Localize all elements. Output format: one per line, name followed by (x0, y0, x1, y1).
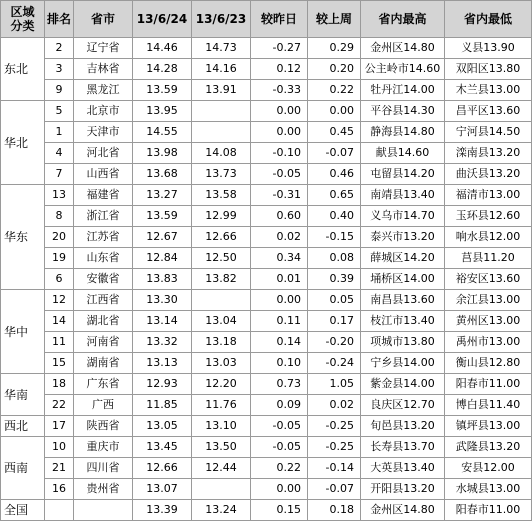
cell-province: 四川省 (74, 458, 133, 479)
cell-price-yesterday: 13.03 (192, 353, 251, 374)
cell-province: 江苏省 (74, 227, 133, 248)
cell-province-low: 昌平区13.60 (445, 101, 532, 122)
cell-change-day: -0.05 (251, 416, 308, 437)
cell-change-week: 0.22 (308, 80, 361, 101)
cell-rank: 22 (45, 395, 74, 416)
cell-price-yesterday (192, 101, 251, 122)
header-change-week: 较上周 (308, 1, 361, 38)
cell-price-today: 12.67 (133, 227, 192, 248)
cell-province-low: 武隆县13.20 (445, 437, 532, 458)
cell-province-high: 项城市13.80 (361, 332, 445, 353)
cell-province-low: 镇坪县13.00 (445, 416, 532, 437)
cell-price-today: 14.55 (133, 122, 192, 143)
cell-province-low: 滦南县13.20 (445, 143, 532, 164)
cell-price-yesterday: 13.50 (192, 437, 251, 458)
cell-change-week: 0.29 (308, 38, 361, 59)
table-row (1, 374, 532, 395)
cell-price-today: 13.95 (133, 101, 192, 122)
cell-province-high: 献县14.60 (361, 143, 445, 164)
cell-change-day: -0.05 (251, 437, 308, 458)
cell-province-high: 旬邑县13.20 (361, 416, 445, 437)
cell-change-week: 0.65 (308, 185, 361, 206)
cell-province-low: 博白县11.40 (445, 395, 532, 416)
cell-province: 江西省 (74, 290, 133, 311)
cell-province: 福建省 (74, 185, 133, 206)
cell-province: 重庆市 (74, 437, 133, 458)
cell-change-week: 0.46 (308, 164, 361, 185)
total-cell-province-low: 阳春市11.00 (445, 500, 532, 521)
cell-price-today: 13.13 (133, 353, 192, 374)
cell-price-today: 12.93 (133, 374, 192, 395)
cell-price-yesterday: 13.18 (192, 332, 251, 353)
cell-province-high: 宁乡县14.00 (361, 353, 445, 374)
cell-rank: 17 (45, 416, 74, 437)
table-row (1, 227, 532, 248)
cell-change-week: 0.00 (308, 101, 361, 122)
table-row (1, 479, 532, 500)
cell-change-week: -0.15 (308, 227, 361, 248)
cell-change-day: -0.31 (251, 185, 308, 206)
cell-price-yesterday (192, 290, 251, 311)
cell-price-yesterday: 12.50 (192, 248, 251, 269)
table-row (1, 437, 532, 458)
cell-rank: 2 (45, 38, 74, 59)
table-row (1, 38, 532, 59)
cell-price-yesterday: 14.73 (192, 38, 251, 59)
cell-province-high: 南昌县13.60 (361, 290, 445, 311)
cell-province: 山东省 (74, 248, 133, 269)
cell-price-yesterday: 13.04 (192, 311, 251, 332)
cell-price-today: 12.84 (133, 248, 192, 269)
table-row (1, 164, 532, 185)
cell-province-low: 木兰县13.00 (445, 80, 532, 101)
table-row (1, 269, 532, 290)
cell-change-day: 0.11 (251, 311, 308, 332)
table-row (1, 332, 532, 353)
cell-change-week: -0.20 (308, 332, 361, 353)
cell-province: 贵州省 (74, 479, 133, 500)
cell-change-week: 0.40 (308, 206, 361, 227)
table-row (1, 185, 532, 206)
cell-province-high: 枝江市13.40 (361, 311, 445, 332)
cell-change-day: 0.00 (251, 479, 308, 500)
cell-price-today: 12.66 (133, 458, 192, 479)
cell-province: 湖北省 (74, 311, 133, 332)
cell-rank: 12 (45, 290, 74, 311)
cell-change-week: 1.05 (308, 374, 361, 395)
cell-change-week: 0.20 (308, 59, 361, 80)
cell-province: 广东省 (74, 374, 133, 395)
cell-price-yesterday: 12.20 (192, 374, 251, 395)
cell-price-yesterday (192, 479, 251, 500)
cell-change-week: 0.02 (308, 395, 361, 416)
cell-price-yesterday: 13.10 (192, 416, 251, 437)
cell-province-low: 裕安区13.60 (445, 269, 532, 290)
cell-change-day: 0.10 (251, 353, 308, 374)
cell-price-yesterday: 12.99 (192, 206, 251, 227)
cell-change-day: 0.00 (251, 101, 308, 122)
cell-province-high: 义乌市14.70 (361, 206, 445, 227)
cell-change-week: 0.45 (308, 122, 361, 143)
header-province-high: 省内最高 (361, 1, 445, 38)
total-cell-province (74, 500, 133, 521)
header-province-low: 省内最低 (445, 1, 532, 38)
cell-change-week: -0.14 (308, 458, 361, 479)
cell-province-low: 响水县12.00 (445, 227, 532, 248)
cell-province-high: 开阳县13.20 (361, 479, 445, 500)
cell-province-high: 静海县14.80 (361, 122, 445, 143)
cell-rank: 3 (45, 59, 74, 80)
cell-price-yesterday: 13.73 (192, 164, 251, 185)
cell-rank: 21 (45, 458, 74, 479)
cell-province: 吉林省 (74, 59, 133, 80)
cell-price-yesterday: 12.66 (192, 227, 251, 248)
cell-rank: 6 (45, 269, 74, 290)
cell-price-today: 14.28 (133, 59, 192, 80)
total-row (1, 500, 532, 521)
header-change-day: 较昨日 (251, 1, 308, 38)
cell-change-day: 0.34 (251, 248, 308, 269)
cell-province-high: 南靖县13.40 (361, 185, 445, 206)
cell-province-high: 公主岭市14.60 (361, 59, 445, 80)
cell-province-low: 余江县13.00 (445, 290, 532, 311)
cell-rank: 4 (45, 143, 74, 164)
cell-rank: 7 (45, 164, 74, 185)
cell-price-today: 13.59 (133, 80, 192, 101)
cell-change-day: 0.60 (251, 206, 308, 227)
cell-change-day: 0.12 (251, 59, 308, 80)
table-row (1, 80, 532, 101)
cell-province-high: 平谷县14.30 (361, 101, 445, 122)
table-row (1, 248, 532, 269)
cell-province-high: 屯留县14.20 (361, 164, 445, 185)
cell-province-high: 大英县13.40 (361, 458, 445, 479)
cell-rank: 9 (45, 80, 74, 101)
cell-change-week: 0.08 (308, 248, 361, 269)
cell-province-high: 长寿县13.70 (361, 437, 445, 458)
cell-price-yesterday: 14.16 (192, 59, 251, 80)
cell-province: 黑龙江 (74, 80, 133, 101)
cell-province-low: 莒县11.20 (445, 248, 532, 269)
cell-province: 浙江省 (74, 206, 133, 227)
total-cell-price-yesterday: 13.24 (192, 500, 251, 521)
cell-province: 安徽省 (74, 269, 133, 290)
cell-rank: 8 (45, 206, 74, 227)
cell-price-today: 13.30 (133, 290, 192, 311)
region-cell: 西北 (1, 416, 45, 437)
cell-price-today: 13.83 (133, 269, 192, 290)
cell-province: 湖南省 (74, 353, 133, 374)
cell-price-today: 13.45 (133, 437, 192, 458)
cell-rank: 16 (45, 479, 74, 500)
cell-price-today: 11.85 (133, 395, 192, 416)
cell-province-low: 玉环县12.60 (445, 206, 532, 227)
cell-price-yesterday: 13.91 (192, 80, 251, 101)
cell-price-yesterday: 14.08 (192, 143, 251, 164)
cell-province-high: 泰兴市13.20 (361, 227, 445, 248)
cell-change-day: -0.33 (251, 80, 308, 101)
cell-province-high: 金州区14.80 (361, 38, 445, 59)
header-rank: 排名 (45, 1, 74, 38)
cell-province-low: 安县12.00 (445, 458, 532, 479)
cell-price-yesterday (192, 122, 251, 143)
cell-province: 天津市 (74, 122, 133, 143)
cell-change-day: 0.22 (251, 458, 308, 479)
cell-province-low: 曲沃县13.20 (445, 164, 532, 185)
cell-province-high: 牡丹江14.00 (361, 80, 445, 101)
cell-price-today: 14.46 (133, 38, 192, 59)
cell-province-high: 紫金县14.00 (361, 374, 445, 395)
cell-province-low: 衡山县12.80 (445, 353, 532, 374)
cell-price-today: 13.07 (133, 479, 192, 500)
cell-province: 河南省 (74, 332, 133, 353)
cell-change-day: 0.00 (251, 290, 308, 311)
cell-rank: 19 (45, 248, 74, 269)
header-row (1, 1, 532, 38)
table-row (1, 458, 532, 479)
region-cell: 全国 (1, 500, 45, 521)
cell-rank: 18 (45, 374, 74, 395)
cell-province-low: 双阳区13.80 (445, 59, 532, 80)
table-body (1, 38, 532, 521)
cell-change-week: -0.07 (308, 143, 361, 164)
cell-province: 河北省 (74, 143, 133, 164)
cell-price-today: 13.68 (133, 164, 192, 185)
cell-change-day: 0.02 (251, 227, 308, 248)
cell-change-day: 0.01 (251, 269, 308, 290)
cell-province-high: 薛城区14.20 (361, 248, 445, 269)
cell-change-week: 0.17 (308, 311, 361, 332)
cell-province-low: 福清市13.00 (445, 185, 532, 206)
cell-change-day: -0.05 (251, 164, 308, 185)
cell-change-day: 0.09 (251, 395, 308, 416)
header-price-yesterday: 13/6/23 (192, 1, 251, 38)
cell-price-today: 13.98 (133, 143, 192, 164)
header-province: 省市 (74, 1, 133, 38)
header-region: 区域分类 (1, 1, 45, 38)
region-cell: 东北 (1, 38, 45, 101)
cell-province: 北京市 (74, 101, 133, 122)
cell-province-high: 埇桥区14.00 (361, 269, 445, 290)
cell-change-day: 0.73 (251, 374, 308, 395)
cell-rank: 20 (45, 227, 74, 248)
cell-change-week: -0.25 (308, 437, 361, 458)
region-cell: 华中 (1, 290, 45, 374)
cell-rank: 10 (45, 437, 74, 458)
cell-price-yesterday: 13.58 (192, 185, 251, 206)
table-row (1, 122, 532, 143)
cell-province-low: 义县13.90 (445, 38, 532, 59)
cell-change-week: -0.07 (308, 479, 361, 500)
cell-price-yesterday: 12.44 (192, 458, 251, 479)
table-row (1, 59, 532, 80)
table-row (1, 290, 532, 311)
cell-change-week: 0.05 (308, 290, 361, 311)
region-cell: 西南 (1, 437, 45, 500)
cell-price-today: 13.32 (133, 332, 192, 353)
cell-province-low: 水城县13.00 (445, 479, 532, 500)
total-cell-province-high: 金州区14.80 (361, 500, 445, 521)
total-cell-change-day: 0.15 (251, 500, 308, 521)
cell-province-low: 禹州市13.00 (445, 332, 532, 353)
cell-province: 广西 (74, 395, 133, 416)
cell-province-low: 宁河县14.50 (445, 122, 532, 143)
cell-price-yesterday: 11.76 (192, 395, 251, 416)
table-row (1, 101, 532, 122)
cell-rank: 5 (45, 101, 74, 122)
total-cell-change-week: 0.18 (308, 500, 361, 521)
cell-price-today: 13.27 (133, 185, 192, 206)
cell-rank: 14 (45, 311, 74, 332)
cell-province: 山西省 (74, 164, 133, 185)
cell-province: 辽宁省 (74, 38, 133, 59)
cell-rank: 15 (45, 353, 74, 374)
region-cell: 华南 (1, 374, 45, 416)
cell-price-today: 13.59 (133, 206, 192, 227)
cell-price-yesterday: 13.82 (192, 269, 251, 290)
table-row (1, 353, 532, 374)
cell-province-high: 良庆区12.70 (361, 395, 445, 416)
cell-change-week: -0.24 (308, 353, 361, 374)
cell-rank: 11 (45, 332, 74, 353)
table-row (1, 206, 532, 227)
total-cell-rank (45, 500, 74, 521)
cell-price-today: 13.05 (133, 416, 192, 437)
cell-change-day: 0.00 (251, 122, 308, 143)
cell-change-week: -0.25 (308, 416, 361, 437)
cell-change-day: -0.10 (251, 143, 308, 164)
cell-price-today: 13.14 (133, 311, 192, 332)
table-row (1, 395, 532, 416)
cell-change-week: 0.39 (308, 269, 361, 290)
table-row (1, 143, 532, 164)
header-price-today: 13/6/24 (133, 1, 192, 38)
cell-rank: 13 (45, 185, 74, 206)
cell-province: 陕西省 (74, 416, 133, 437)
region-cell: 华东 (1, 185, 45, 290)
cell-change-day: -0.27 (251, 38, 308, 59)
cell-province-low: 黄州区13.00 (445, 311, 532, 332)
region-cell: 华北 (1, 101, 45, 185)
total-cell-price-today: 13.39 (133, 500, 192, 521)
table-row (1, 416, 532, 437)
cell-change-day: 0.14 (251, 332, 308, 353)
table-row (1, 311, 532, 332)
cell-rank: 1 (45, 122, 74, 143)
cell-province-low: 阳春市11.00 (445, 374, 532, 395)
